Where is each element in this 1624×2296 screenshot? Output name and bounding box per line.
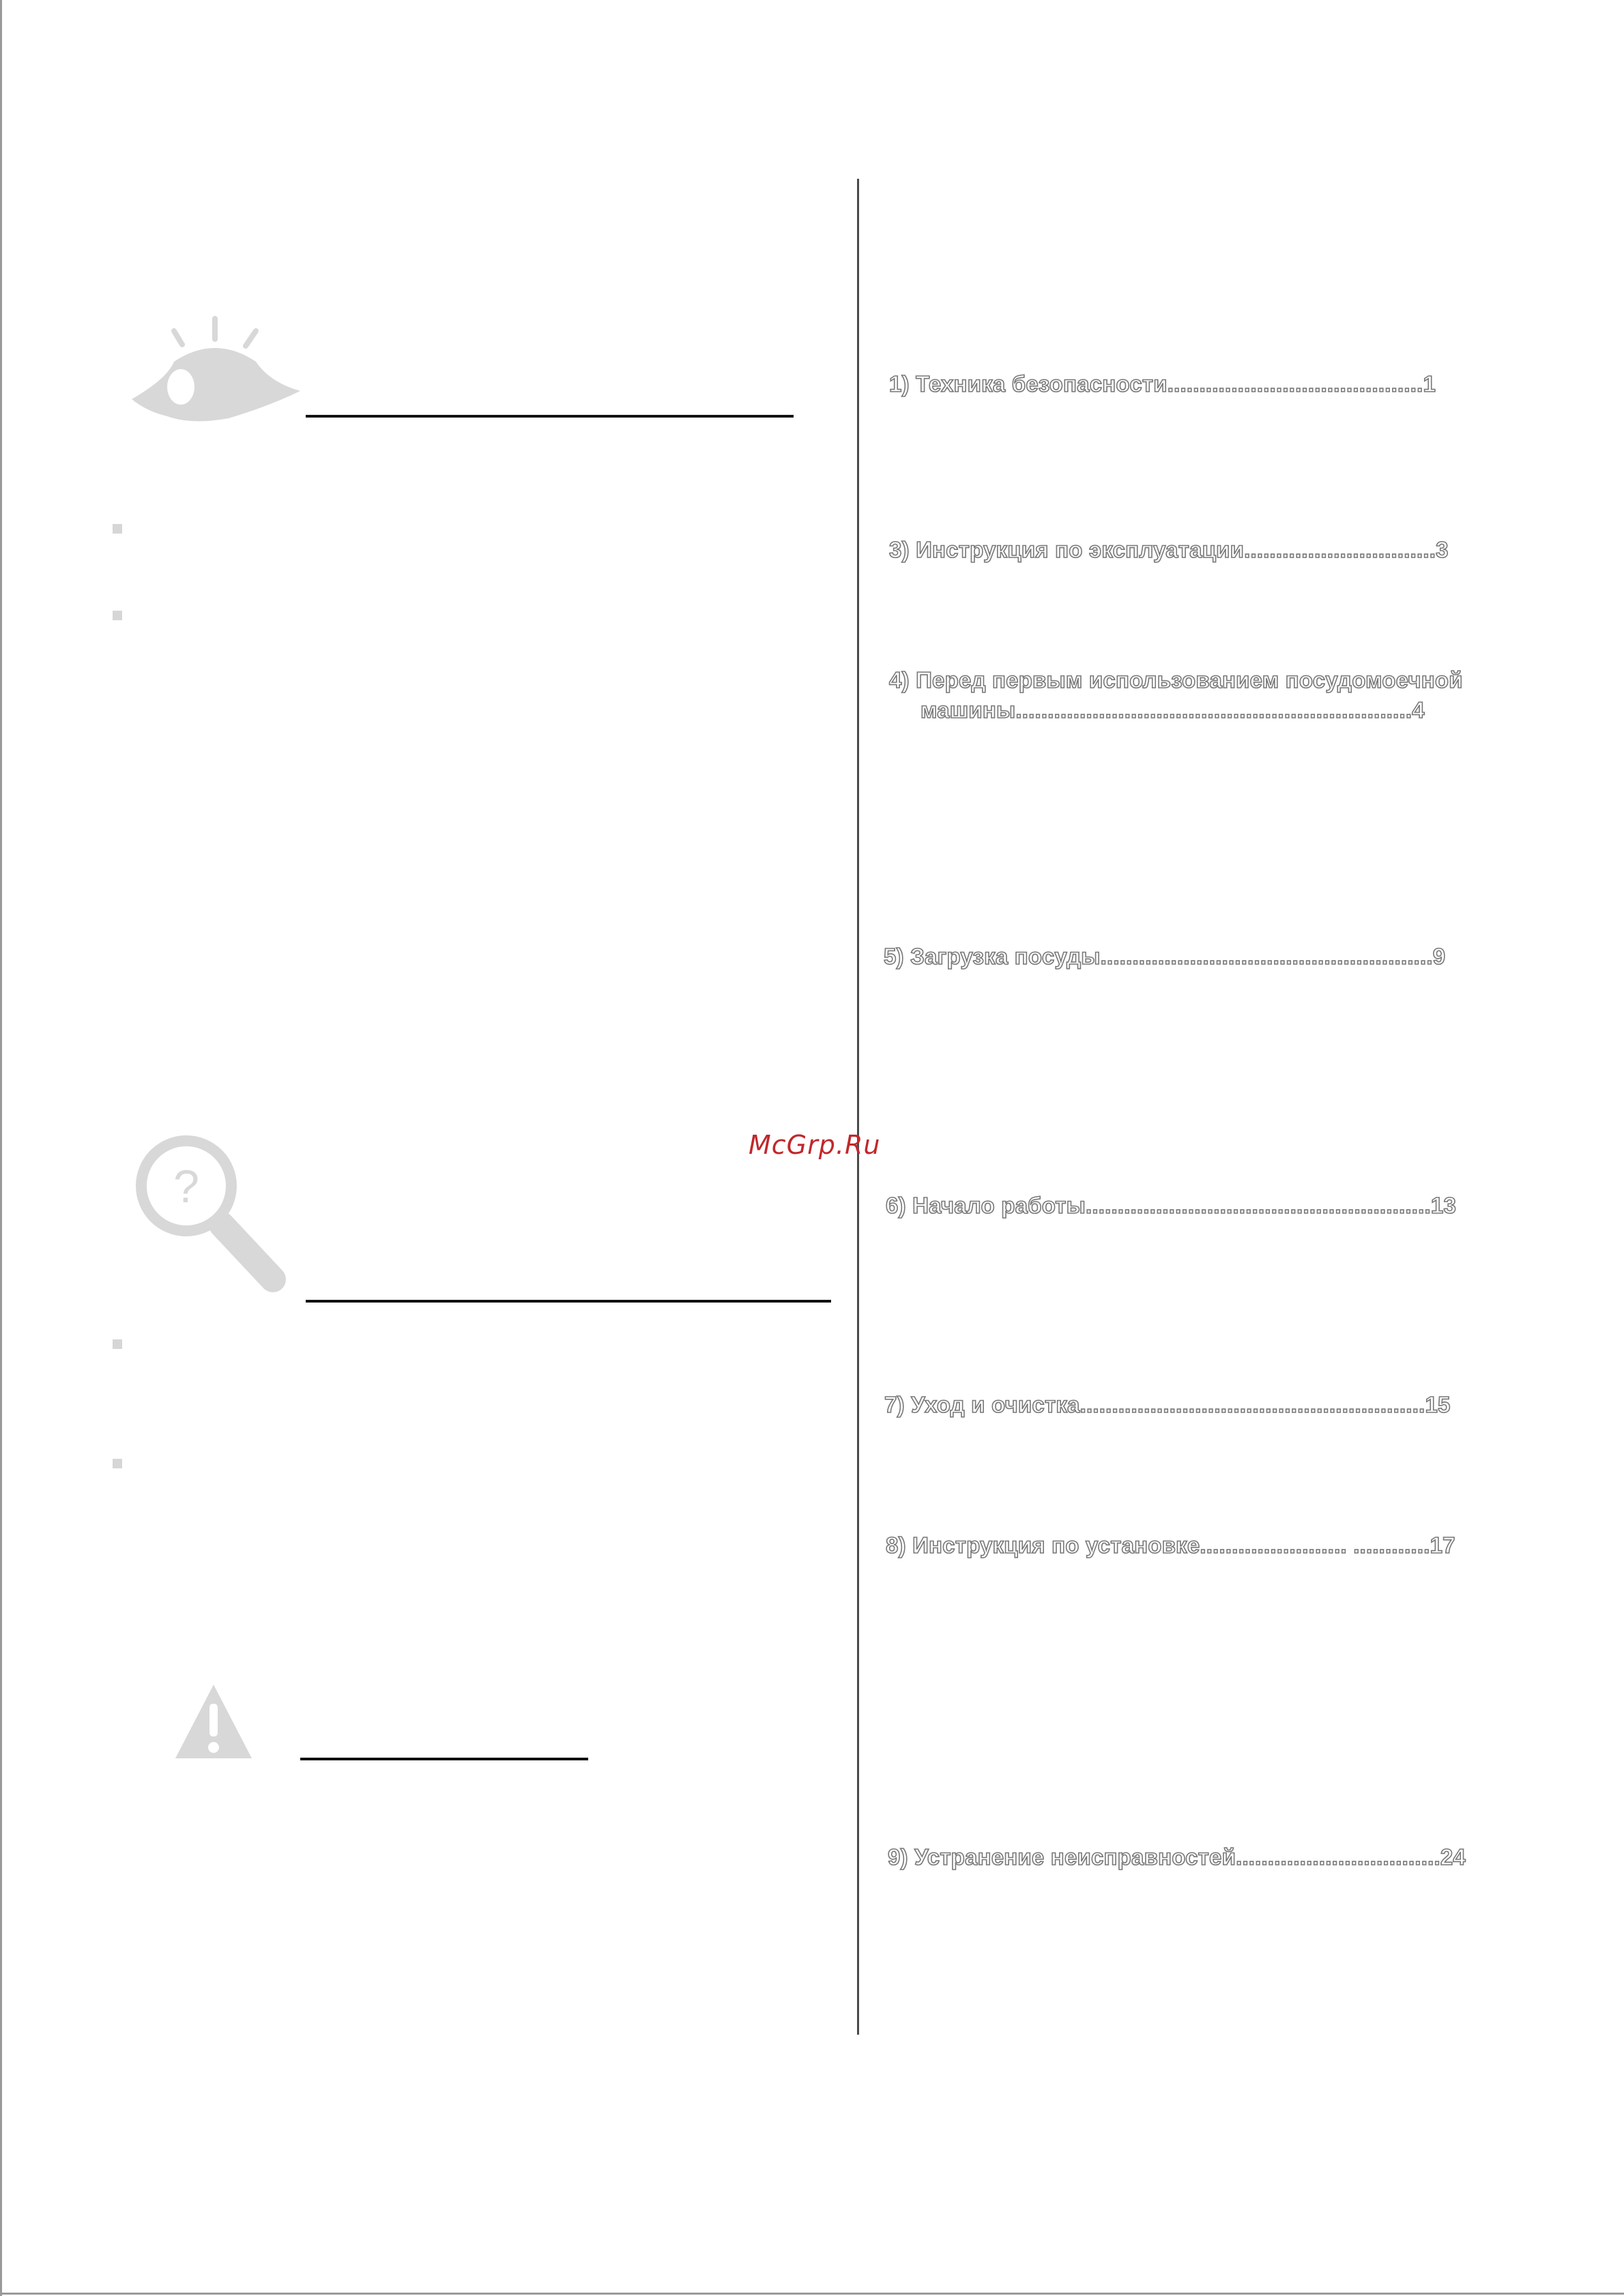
toc-entry-5: [884, 942, 1445, 972]
watermark-text: McGrp.Ru: [749, 1130, 881, 1160]
section-rule-1: [306, 415, 794, 418]
section-rule-2: [306, 1300, 831, 1303]
toc-entry-text: 6) Начало работы......................................................13: [886, 1193, 1457, 1218]
toc-entry-7: [884, 1390, 1451, 1420]
section-rule-3: [300, 1758, 588, 1760]
bullet-marker: [113, 611, 122, 620]
toc-entry-text: 3) Инструкция по эксплуатации..............................3: [889, 537, 1449, 562]
column-divider: [857, 179, 859, 2035]
svg-text:?: ?: [173, 1161, 199, 1212]
toc-entry-text: 7) Уход и очистка......................................................15: [884, 1392, 1451, 1417]
bullet-marker: [113, 524, 122, 534]
toc-entry-8: [886, 1530, 1455, 1560]
toc-entry-4: [889, 665, 1463, 725]
toc-entry-text: 4) Перед первым использованием посудомоечной: [889, 667, 1463, 693]
page-border-bottom: [0, 2293, 1624, 2295]
toc-entry-6: [886, 1191, 1456, 1221]
toc-entry-text: 9) Устранение неисправностей................................24: [888, 1844, 1466, 1870]
toc-entry-text: 1) Техника безопасности........................................1: [889, 371, 1436, 396]
magnifier-question-icon: [133, 1133, 290, 1300]
toc-entry-text: 5) Загрузка посуды....................................................9: [884, 944, 1446, 969]
toc-entry-3: [889, 535, 1449, 565]
toc-entry-9: [888, 1842, 1466, 1872]
toc-entry-text: 8) Инструкция по установке....................... ............17: [886, 1532, 1455, 1558]
page-border-left: [0, 0, 2, 2296]
bullet-marker: [113, 1339, 122, 1349]
eye-icon: [126, 310, 307, 430]
bullet-marker: [113, 1459, 122, 1468]
toc-entry-1: [889, 369, 1436, 399]
warning-triangle-icon: [173, 1682, 255, 1760]
toc-entry-text-continued: машины..............................................................4: [920, 697, 1425, 723]
